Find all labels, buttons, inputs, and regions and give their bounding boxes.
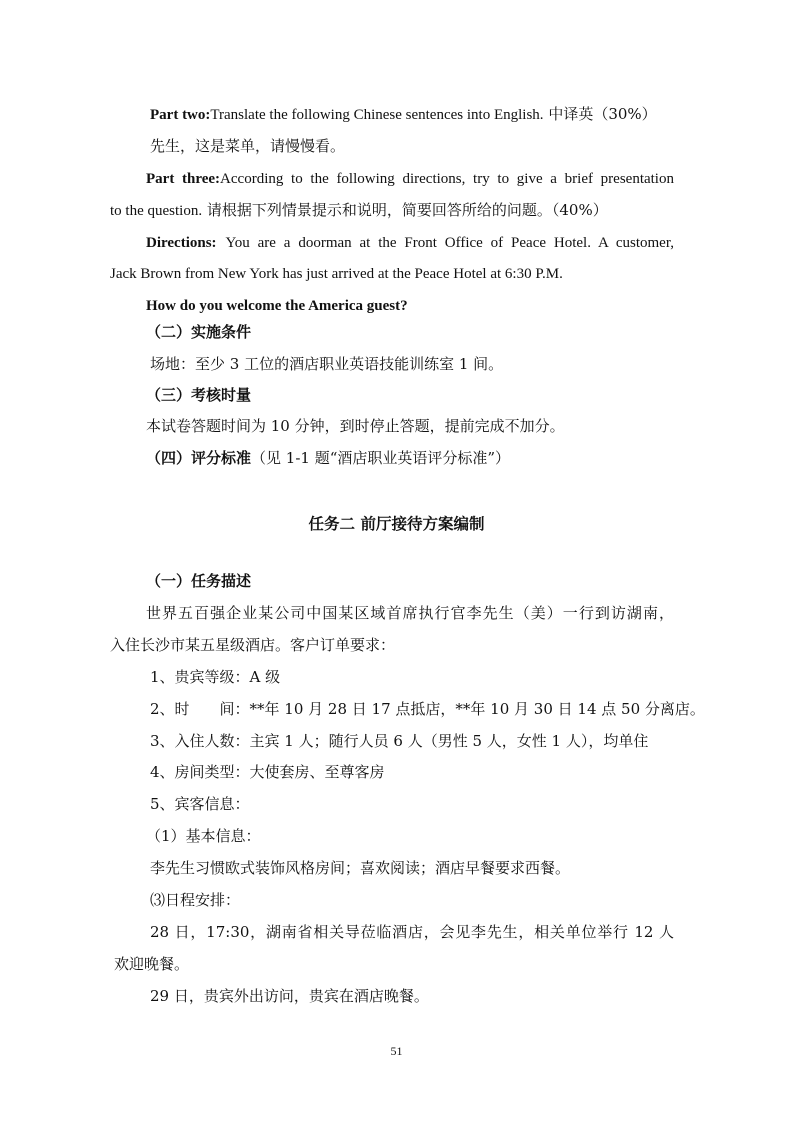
- task-item-5: 5、宾客信息：: [150, 795, 250, 813]
- part-three-cn: 请根据下列情景提示和说明，简要回答所给的问题。（40%）: [206, 201, 608, 219]
- part-two-label: Part two:: [150, 107, 211, 123]
- task-day28-line1: 28 日，17:30，湖南省相关导莅临酒店，会见李先生，相关单位举行 12 人: [150, 923, 674, 941]
- directions-text1: You are a doorman at the Front Office of Peace Hotel. A customer,: [225, 235, 674, 251]
- task-item-1: 1、贵宾等级：A 级: [150, 668, 281, 686]
- part-two-text: Translate the following Chinese sentences into English.: [210, 107, 544, 123]
- task-day28-line2: 欢迎晚餐。: [114, 955, 190, 973]
- task-item-3: 3、入住人数：主宾 1 人；随行人员 6 人（男性 5 人，女性 1 人），均单住: [150, 732, 649, 750]
- part-two-cn: 中译英（30%）: [548, 105, 657, 123]
- section3-heading: （三）考核时量: [146, 386, 252, 404]
- part-three-label: Part three:: [146, 171, 221, 187]
- part-three-text2: to the question.: [110, 203, 203, 219]
- part-three-line1: [146, 168, 674, 189]
- task-desc-heading: （一）任务描述: [146, 572, 252, 590]
- part-two-sentence: 先生，这是菜单，请慢慢看。: [150, 137, 346, 155]
- section2-heading: （二）实施条件: [146, 323, 252, 341]
- task-intro-line2: 入住长沙市某五星级酒店。客户订单要求：: [110, 636, 396, 654]
- part-three-text1: According to the following directions, try to give a brief presentation: [220, 171, 674, 187]
- task-sub-1: （1）基本信息：: [146, 827, 261, 845]
- section3-text: 本试卷答题时间为 10 分钟，到时停止答题，提前完成不加分。: [146, 417, 565, 435]
- directions-label: Directions:: [146, 235, 217, 251]
- directions-question: How do you welcome the America guest?: [146, 298, 408, 314]
- task-sub-1-text: 李先生习惯欧式装饰风格房间；喜欢阅读；酒店早餐要求西餐。: [150, 859, 571, 877]
- task2-title: 任务二 前厅接待方案编制: [308, 515, 485, 533]
- part-two-line: [150, 104, 657, 125]
- task-day29: 29 日，贵宾外出访问，贵宾在酒店晚餐。: [150, 987, 429, 1005]
- task-intro-line1: 世界五百强企业某公司中国某区域首席执行官李先生（美）一行到访湖南，: [146, 604, 674, 622]
- section2-text: 场地：至少 3 工位的酒店职业英语技能训练室 1 间。: [150, 355, 504, 373]
- page-number: 51: [390, 1044, 403, 1058]
- section4-note: （见 1-1 题“酒店职业英语评分标准”）: [251, 449, 511, 467]
- directions-line1: [146, 232, 674, 253]
- task-sub-3: ⑶日程安排：: [150, 891, 241, 909]
- part-three-line2: [110, 200, 608, 221]
- task-item-2: 2、时 间：**年 10 月 28 日 17 点抵店，**年 10 月 30 日 14 点 50 分离店。: [150, 700, 705, 718]
- section4-heading: （四）评分标准: [146, 449, 252, 467]
- directions-line2: Jack Brown from New York has just arrived at the Peace Hotel at 6:30 P.M.: [110, 266, 563, 282]
- task-item-4: 4、房间类型：大使套房、至尊客房: [150, 763, 385, 781]
- section4-line: [146, 448, 510, 468]
